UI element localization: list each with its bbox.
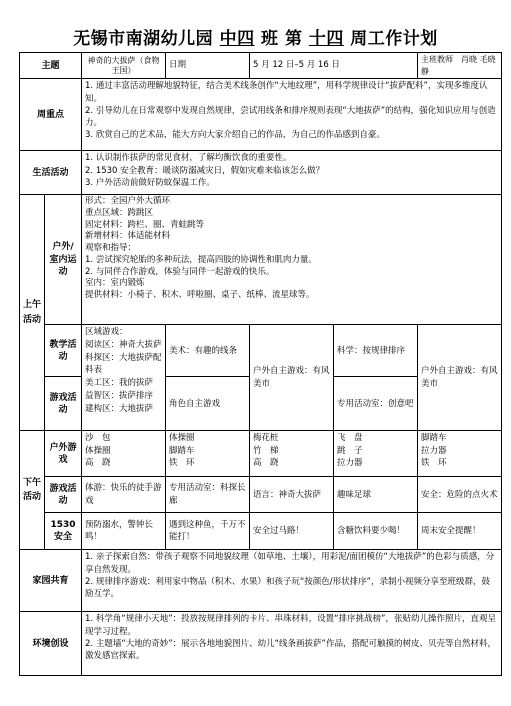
outdoor-equipment-cell xyxy=(418,431,502,477)
afternoon-game: 语言：神奇大拔萨 xyxy=(250,477,334,513)
equipment: 高 跷 xyxy=(253,457,279,468)
afternoon-outdoor-label: 户外游戏 xyxy=(45,431,82,477)
life-row xyxy=(20,151,502,195)
outdoor-equipment-cell xyxy=(334,431,418,477)
equipment: 拉力器 xyxy=(421,445,447,456)
teacher-value xyxy=(418,53,502,79)
outdoor-line: 1. 尝试探究轮胎的多种玩法，提高四肢的协调性和肌肉力量。 xyxy=(85,254,317,265)
afternoon-label: 下午活动 xyxy=(20,431,45,550)
equipment: 体操圈 xyxy=(169,433,195,444)
afternoon-game: 趣味足球 xyxy=(334,477,418,513)
theme-label: 主题 xyxy=(20,53,82,79)
outdoor-free-game-1: 户外自主游戏：有风美市 xyxy=(250,325,334,431)
equipment: 铁 环 xyxy=(169,457,195,468)
life-content xyxy=(82,151,502,195)
focus-line: 1. 通过丰富活动理解地貌特征，结合美术线条创作“大地纹理”，用科学规律设计“拔萨配料”，实现多维度认知。 xyxy=(85,81,488,104)
home-line: 1. 亲子探索自然：带孩子观察不同地貌纹理（如草地、土壤），用彩泥/面团模仿“大地拔萨”的色彩与质感，分享自然发现。 xyxy=(85,552,495,575)
teaching-label: 教学活动 xyxy=(45,325,82,377)
equipment: 脚踏车 xyxy=(169,445,195,456)
area-line: 建构区：大地拔萨 xyxy=(85,403,154,414)
morning-outdoor-row xyxy=(20,195,502,325)
outdoor-line: 新增材料：体适能材料 xyxy=(85,231,171,242)
equipment: 飞 盘 xyxy=(337,433,363,444)
outdoor-indoor-label: 户外/室内运动 xyxy=(45,195,82,325)
date-value: 5 月 12 日–5 月 16 日 xyxy=(250,53,418,79)
outdoor-equipment-cell xyxy=(166,431,250,477)
outdoor-line: 重点区域：跨跳区 xyxy=(85,207,154,218)
safety-item: 预防溺水，警钟长鸣！ xyxy=(82,513,166,550)
outdoor-line: 提供材料：小椅子、积木、呼啦圈、桌子、纸棒、流星球等。 xyxy=(85,289,315,300)
life-line: 3. 户外活动前做好防蚊保温工作。 xyxy=(85,177,215,188)
week-suffix: 周工作计划 xyxy=(350,29,438,49)
focus-label: 周重点 xyxy=(20,79,82,151)
afternoon-game: 安全：危险的点火术 xyxy=(418,477,502,513)
equipment: 跳 子 xyxy=(337,445,363,456)
home-content xyxy=(82,550,502,612)
equipment: 高 跷 xyxy=(85,457,111,468)
outdoor-equipment-cell xyxy=(250,431,334,477)
area-line: 科探区：大地拔萨配料表 xyxy=(85,352,162,376)
focus-line: 2. 引导幼儿在日常观察中发现自然规律，尝试用线条和排序规则表现“大地拔萨”的结构，强化知识应用与创造力。 xyxy=(85,105,496,129)
safety-label: 1530安全 xyxy=(45,513,82,550)
equipment: 竹 梯 xyxy=(253,445,279,456)
outdoor-free-game-2: 户外自主游戏：有风美市 xyxy=(418,325,502,431)
outdoor-line: 形式：全园户外大循环 xyxy=(85,196,171,207)
page-title xyxy=(0,24,511,49)
teaching-row xyxy=(20,325,502,377)
outdoor-line: 室内：室内锻炼 xyxy=(85,278,145,289)
equipment: 铁 环 xyxy=(421,457,447,468)
safety-item: 周末安全提醒！ xyxy=(418,513,502,550)
home-label: 家园共育 xyxy=(20,550,82,612)
environment-line: 1. 科学角“规律小天地”：投放按规律排列的卡片、串珠材料，设置“排序挑战榜”，张贴幼儿操作照片，直观呈现学习过程。 xyxy=(85,614,496,637)
life-label: 生活活动 xyxy=(20,151,82,195)
free-role-game: 角色自主游戏 xyxy=(166,377,250,431)
theme-value: 神奇的大拔萨（食物王国） xyxy=(82,53,166,79)
equipment: 脚踏车 xyxy=(421,433,447,444)
home-line: 2. 规律排序游戏：利用家中物品（积木、水果）和孩子玩“按颜色/形状排序”，录制小视频分享至班级群，鼓励互学。 xyxy=(85,576,491,600)
safety-row xyxy=(20,513,502,550)
teacher-names: 肖晓 毛晓静 xyxy=(421,55,496,76)
environment-label: 环境创设 xyxy=(20,612,82,676)
environment-row xyxy=(20,612,502,676)
focus-content xyxy=(82,79,502,151)
equipment: 梅花桩 xyxy=(253,433,279,444)
teacher-label: 主班教师 xyxy=(421,55,454,64)
outdoor-content xyxy=(82,195,502,325)
safety-item: 遇到这种鱼，千万不能打！ xyxy=(166,513,250,550)
science-activity: 科学：按规律排序 xyxy=(334,325,418,377)
outdoor-line: 观察和指导： xyxy=(85,243,137,254)
class-suffix: 班 xyxy=(261,29,279,49)
afternoon-game-label: 游戏活动 xyxy=(45,477,82,513)
date-label: 日期 xyxy=(166,53,250,79)
area-line: 美工区：我的拔萨 xyxy=(85,378,154,389)
morning-label: 上午活动 xyxy=(20,195,45,431)
area-line: 区域游戏： xyxy=(85,327,128,338)
school-name: 无锡市南湖幼儿园 xyxy=(73,29,214,49)
class-name: 中四 xyxy=(219,29,255,49)
home-row xyxy=(20,550,502,612)
art-activity: 美术：有趣的线条 xyxy=(166,325,250,377)
equipment: 拉力器 xyxy=(337,457,363,468)
week-number: 十四 xyxy=(308,29,344,49)
afternoon-outdoor-row xyxy=(20,431,502,477)
outdoor-line: 2. 与同伴合作游戏，体验与同伴一起游戏的快乐。 xyxy=(85,266,275,277)
header-row xyxy=(20,53,502,79)
focus-line: 3. 欣赏自己的艺术品，能大方向大家介绍自己的作品，为自己的作品感到自豪。 xyxy=(85,130,385,141)
focus-row xyxy=(20,79,502,151)
equipment: 体操圈 xyxy=(85,445,111,456)
game-label: 游戏活动 xyxy=(45,377,82,431)
week-prefix: 第 xyxy=(284,29,303,49)
outdoor-equipment-cell xyxy=(82,431,166,477)
life-line: 1. 认识制作拔萨的常见食材，了解均衡饮食的重要性。 xyxy=(85,153,292,164)
environment-content xyxy=(82,612,502,676)
area-line: 益智区：拔萨排序 xyxy=(85,390,154,401)
area-games xyxy=(82,325,166,431)
afternoon-game: 体游：快乐的徒手游戏 xyxy=(82,477,166,513)
special-room-activity: 专用活动室：创意吧 xyxy=(334,377,418,431)
life-line: 2. 1530 安全教育：暖谈防溺减灾日，假如灾难来临该怎么做？ xyxy=(85,165,325,176)
outdoor-line: 固定材料：跨栏、圈、青蛙跳等 xyxy=(85,219,205,230)
environment-line: 2. 主题墙“大地的奇妙”：展示各地地貌图片、幼儿“线条画拔萨”作品，搭配可触摸的树皮、贝壳等自然材料，激发感官探索。 xyxy=(85,638,496,662)
equipment: 沙 包 xyxy=(85,433,111,444)
weekly-plan-table xyxy=(19,52,502,676)
area-line: 阅读区：神奇大拔萨 xyxy=(85,339,162,350)
safety-item: 含糖饮料要少喝！ xyxy=(334,513,418,550)
safety-item: 安全过马路！ xyxy=(250,513,334,550)
afternoon-game: 专用活动室：科探长廊 xyxy=(166,477,250,513)
afternoon-game-row xyxy=(20,477,502,513)
